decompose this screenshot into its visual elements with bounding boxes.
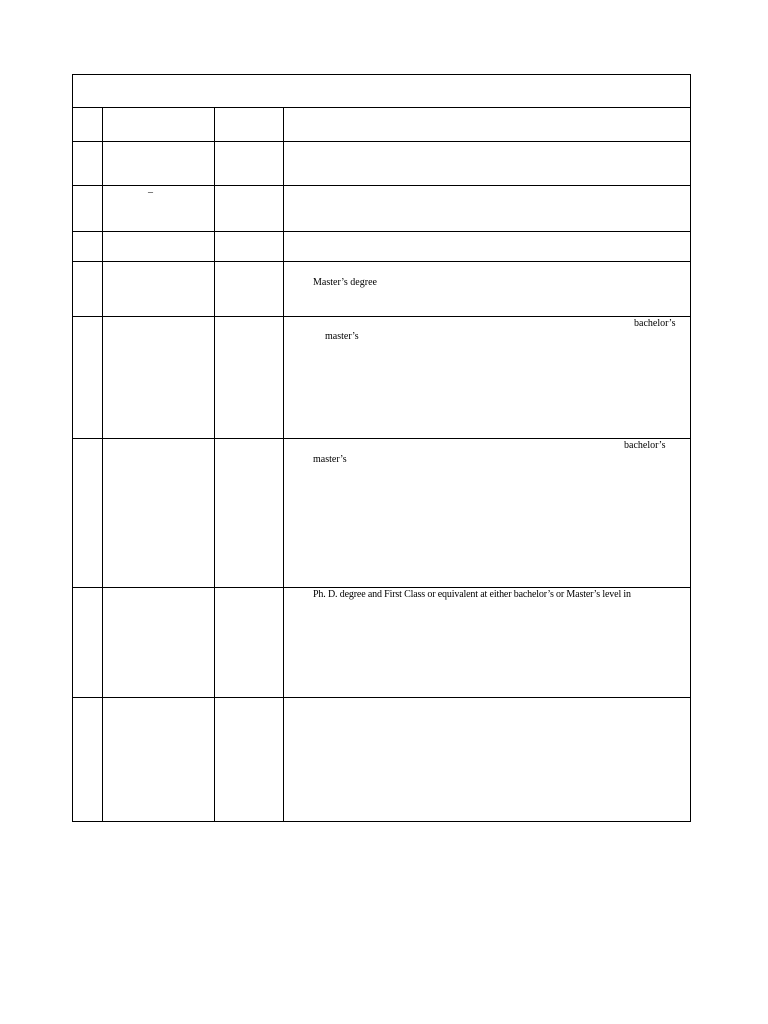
criteria-text: bachelor’s [634,318,676,329]
criteria-text: Ph. D. degree and First Class or equivalent at either bachelor’s or Master’s level in [313,589,631,600]
row-divider [72,141,691,142]
column-divider [102,107,103,822]
qualification-table [72,74,691,822]
row-divider [72,185,691,186]
dash-mark: – [148,187,153,198]
criteria-text: bachelor’s [624,440,666,451]
row-divider [72,107,691,108]
row-divider [72,261,691,262]
criteria-text: Master’s degree [313,277,377,288]
column-divider [214,107,215,822]
row-divider [72,231,691,232]
criteria-text: master’s [325,331,359,342]
criteria-text: master’s [313,454,347,465]
column-divider [283,107,284,822]
row-divider [72,587,691,588]
row-divider [72,697,691,698]
row-divider [72,316,691,317]
row-divider [72,438,691,439]
